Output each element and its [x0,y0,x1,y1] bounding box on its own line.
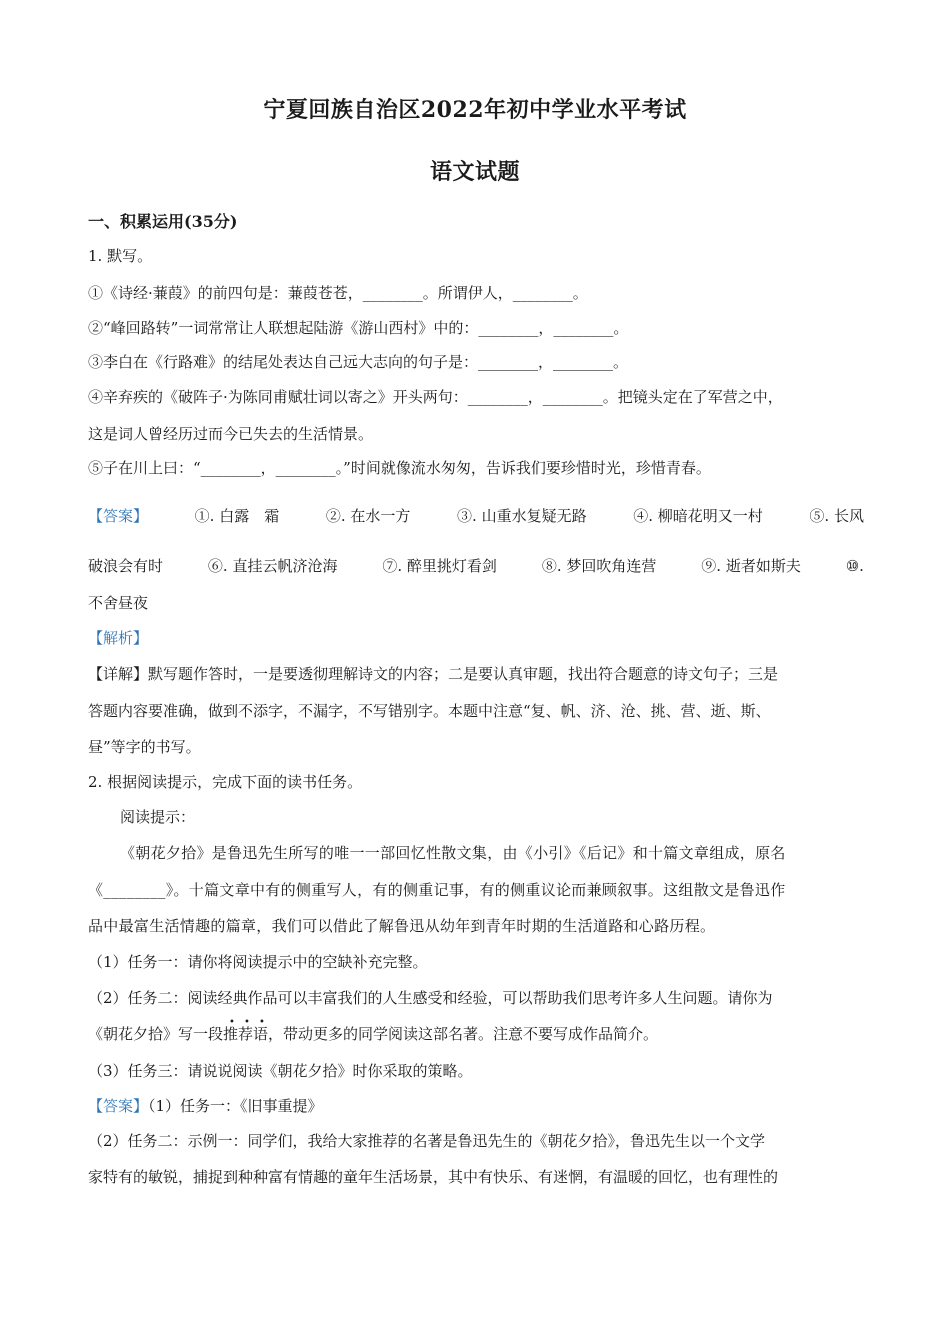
question-1-item-4-cont: 这是词人曾经历过而今已失去的生活情景。 [88,425,374,443]
question-1-item-5: ⑤子在川上曰：“________，________。”时间就像流水匆匆，告诉我们要珍惜时光，珍惜青春。 [88,459,711,477]
question-2-stem: 2. 根据阅读提示，完成下面的读书任务。 [88,773,363,791]
answer-2-line-1 [88,1096,864,1116]
emphasis-dot: • [229,1017,235,1028]
task-2-suffix: ，带动更多的同学阅读这部名著。注意不要写成作品简介。 [268,1025,659,1043]
emphasis-dot: • [244,1017,250,1028]
answer-2-line-3: 家特有的敏锐，捕捉到种种富有情趣的童年生活场景，其中有快乐、有迷惘，有温暖的回忆，也有理性的 [88,1168,779,1186]
exam-subtitle: 语文试题 [429,159,520,185]
answer-row-3: 不舍昼夜 [88,594,149,612]
task-2-line-2 [88,1017,864,1044]
exam-title: 宁夏回族自治区2022年初中学业水平考试 [263,97,687,123]
question-1-stem: 1. 默写。 [88,247,153,265]
question-1-item-1: ①《诗经·蒹葭》的前四句是：蒹葭苍苍，________。所谓伊人，________。 [88,284,588,302]
answer-item: ⑧. 梦回吹角连营 [541,557,657,575]
question-1-item-3: ③李白在《行路难》的结尾处表达自己远大志向的句子是：________，________。 [88,353,629,371]
reading-tip-2: 《________》。十篇文章中有的侧重写人，有的侧重记事，有的侧重议论而兼顾叙事。这组散文是鲁迅作 [88,881,786,899]
answer-item: ⑨. 逝者如斯夫 [701,557,801,575]
analysis-detail-1: 【详解】默写题作答时，一是要透彻理解诗文的内容；二是要认真审题，找出符合题意的诗文句子；三是 [88,665,779,683]
answer-row-1 [88,506,864,526]
emphasized-text: 推荐语 [223,1025,269,1043]
task-2-line-1: （2）任务二：阅读经典作品可以丰富我们的人生感受和经验，可以帮助我们思考许多人生问题。请你为 [88,989,773,1007]
section-heading: 一、积累运用(35分) [88,212,238,231]
task-2-prefix: 《朝花夕拾》写一段 [88,1025,224,1043]
answer-label: 【答案】 [88,507,149,525]
reading-tip-1: 《朝花夕拾》是鲁迅先生所写的唯一一部回忆性散文集，由《小引》《后记》和十篇文章组成，原名 [120,844,786,862]
emphasis-dot: • [259,1017,265,1028]
analysis-detail-3: 昼”等字的书写。 [88,738,201,756]
answer-item: ⑩. [845,557,864,575]
answer-item: ⑥. 直挂云帆济沧海 [207,557,338,575]
answer-item: ⑤. 长风 [809,507,864,525]
task-3: （3）任务三：请说说阅读《朝花夕拾》时你采取的策略。 [88,1062,473,1080]
answer-row-2 [88,556,864,576]
question-1-item-2: ②“峰回路转”一词常常让人联想起陆游《游山西村》中的：________，________。 [88,319,629,337]
analysis-detail-2: 答题内容要准确，做到不添字，不漏字，不写错别字。本题中注意“复、帆、济、沧、挑、营、逝、斯、 [88,702,771,720]
task-1: （1）任务一：请你将阅读提示中的空缺补充完整。 [88,953,428,971]
answer-item: ④. 柳暗花明又一村 [633,507,763,525]
answer-2-line-2: （2）任务二：示例一：同学们，我给大家推荐的名著是鲁迅先生的《朝花夕拾》，鲁迅先生以一个文学 [88,1132,766,1150]
answer-label: 【答案】 [88,1097,149,1115]
answer-item: ③. 山重水复疑无路 [457,507,587,525]
answer-task-1: （1）任务一：《旧事重提》 [148,1097,323,1115]
answer-item: 破浪会有时 [88,557,164,575]
emphasized-term [223,1017,269,1043]
reading-tip-label: 阅读提示： [120,808,196,826]
answer-item: ②. 在水一方 [325,507,411,525]
reading-tip-3: 品中最富生活情趣的篇章，我们可以借此了解鲁迅从幼年到青年时期的生活道路和心路历程。 [88,917,716,935]
answer-item: ⑦. 醉里挑灯看剑 [382,557,497,575]
answer-item: ①. 白露 霜 [194,507,280,525]
question-1-item-4: ④辛弃疾的《破阵子·为陈同甫赋壮词以寄之》开头两句：________，________。把镜头定在了军营之中， [88,388,783,406]
analysis-label: 【解析】 [88,629,149,647]
